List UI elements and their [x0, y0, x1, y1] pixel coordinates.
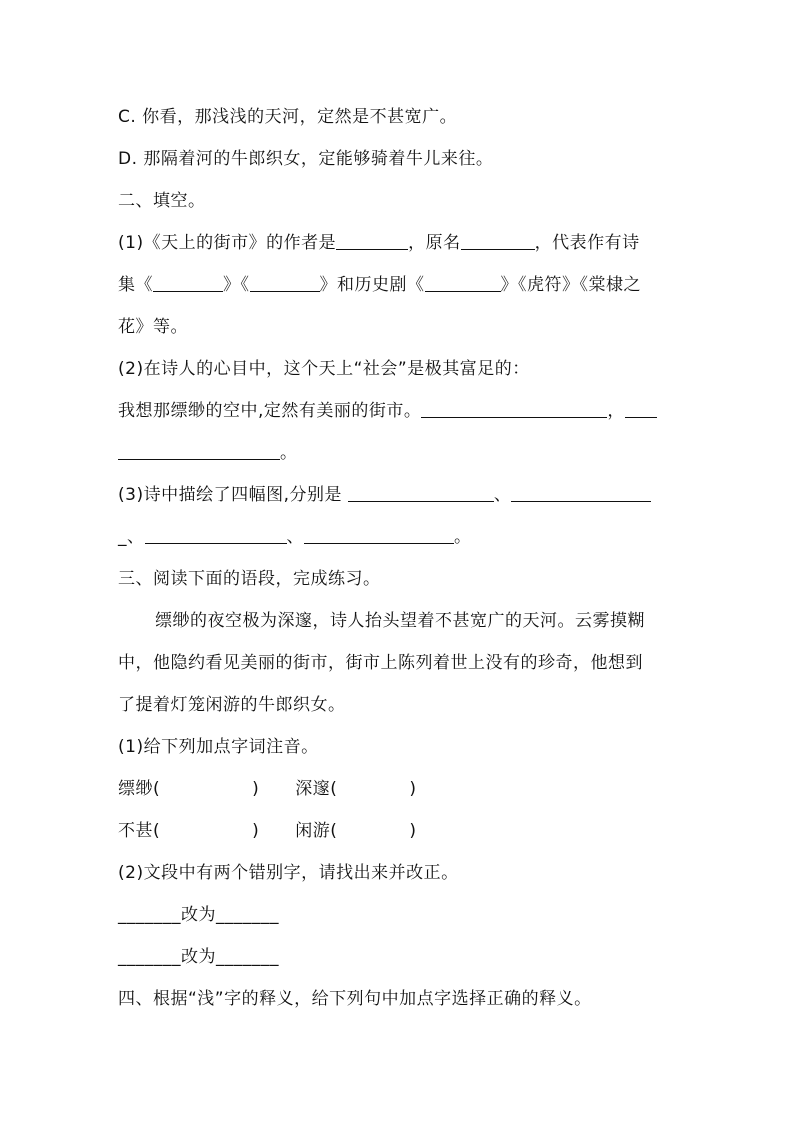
q3-sep-1: 、: [493, 485, 512, 505]
poem-blank-1[interactable]: [421, 401, 607, 418]
question-2-line-2: [118, 442, 298, 464]
q1-text-d: 集《: [118, 275, 153, 295]
poem-blank-2b[interactable]: [118, 443, 280, 460]
question-1-line-1: [118, 232, 640, 254]
rparen-2: ): [409, 779, 417, 799]
q3-text: (3)诗中描绘了四幅图,分别是: [118, 485, 348, 505]
picture-blank-3[interactable]: [145, 527, 287, 544]
passage-line-1: 缥缈的夜空极为深邃，诗人抬头望着不甚宽广的天河。云雾摸糊: [155, 611, 645, 631]
q1-text-e: 》《: [223, 275, 250, 295]
q1-text-h: 花》等。: [118, 317, 188, 337]
rparen-1: ): [252, 779, 260, 799]
subquestion-2: (2)文段中有两个错别字，请找出来并改正。: [118, 863, 459, 883]
option-d: D. 那隔着河的牛郎织女，定能够骑着牛儿来往。: [118, 149, 494, 169]
q1-text-b: ，原名: [408, 233, 461, 253]
q1-text-a: (1)《天上的街市》的作者是: [118, 233, 337, 253]
word-xianyou: 闲游(: [295, 821, 338, 841]
subquestion-1: (1)给下列加点字词注音。: [118, 737, 319, 757]
q3-sep-2: 、: [286, 527, 304, 547]
option-c: C. 你看，那浅浅的天河，定然是不甚宽广。: [118, 107, 458, 127]
section-3-title: 三、阅读下面的语段，完成练习。: [118, 569, 381, 589]
section-2-title: 二、填空。: [118, 191, 206, 211]
original-name-blank[interactable]: [461, 233, 535, 250]
question-3-line-1: [118, 484, 651, 506]
word-shensui: 深邃(: [295, 779, 338, 799]
q1-text-g: 》《虎符》《棠棣之: [500, 275, 641, 295]
q2-comma: ，: [607, 401, 625, 421]
poem-blank-2a[interactable]: [625, 401, 657, 418]
word-bushen: 不甚(: [118, 821, 161, 841]
section-4-title: 四、根据“浅”字的释义，给下列句中加点字选择正确的释义。: [118, 989, 592, 1009]
pinyin-row-1: [118, 778, 417, 800]
author-blank[interactable]: [336, 233, 408, 250]
question-2-line: [118, 400, 657, 422]
pinyin-row-2: [118, 820, 417, 842]
passage-line-3: 了提着灯笼闲游的牛郎织女。: [118, 695, 346, 715]
q1-text-f: 》和历史剧《: [319, 275, 425, 295]
word-piaomiao: 缥缈(: [118, 779, 161, 799]
poetry-blank-2[interactable]: [250, 275, 320, 292]
correction-row-1[interactable]: _______改为_______: [118, 905, 279, 925]
picture-blank-1[interactable]: [348, 485, 494, 502]
drama-blank[interactable]: [425, 275, 501, 292]
rparen-3: ): [252, 821, 260, 841]
rparen-4: ): [409, 821, 417, 841]
q3-period: 。: [454, 527, 472, 547]
question-3-line-2: [118, 526, 472, 548]
poetry-blank-1[interactable]: [153, 275, 223, 292]
passage-line-2: 中，他隐约看见美丽的街市，街市上陈列着世上没有的珍奇，他想到: [118, 653, 643, 673]
q1-text-c: ，代表作有诗: [534, 233, 640, 253]
poem-line: 我想那缥缈的空中,定然有美丽的街市。: [118, 401, 422, 421]
question-1-line-2: [118, 274, 641, 296]
picture-blank-4[interactable]: [304, 527, 454, 544]
picture-blank-2[interactable]: [511, 485, 651, 502]
q2-period: 。: [280, 443, 298, 463]
q3-lead: _、: [118, 527, 145, 547]
question-2-prompt: (2)在诗人的心目中，这个天上“社会”是极其富足的：: [118, 359, 530, 379]
correction-row-2[interactable]: _______改为_______: [118, 947, 279, 967]
